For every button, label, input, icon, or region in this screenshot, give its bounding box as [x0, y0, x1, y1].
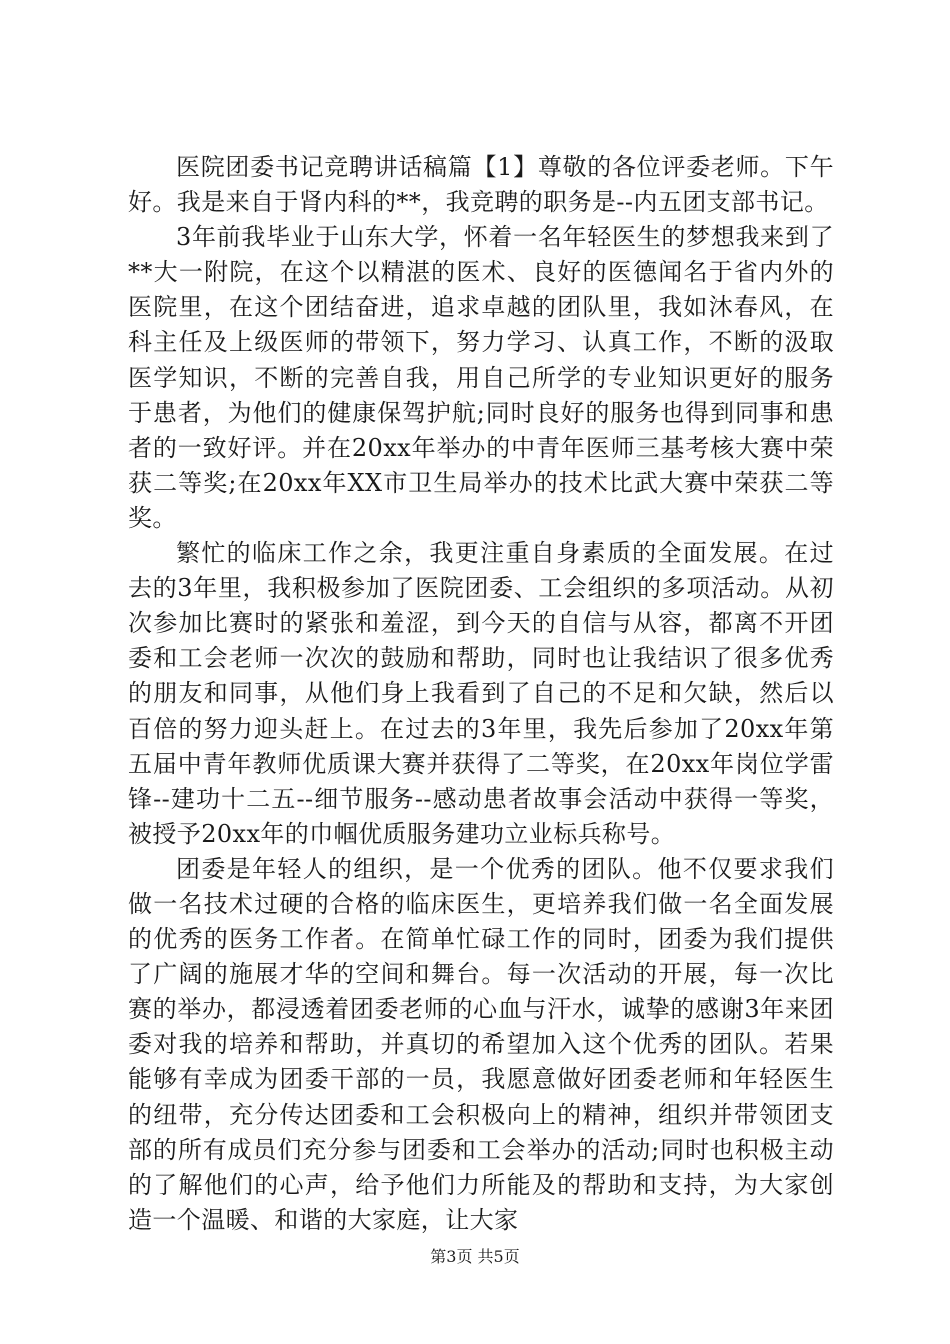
document-body [128, 150, 834, 1238]
page-number-footer: 第3页 共5页 [430, 1247, 520, 1266]
paragraph-3: 繁忙的临床工作之余，我更注重自身素质的全面发展。在过去的3年里，我积极参加了医院团委、工会组织的多项活动。从初次参加比赛时的紧张和羞涩，到今天的自信与从容，都离不开团委和工会老师一次次的鼓励和帮助，同时也让我结识了很多优秀的朋友和同事，从他们身上我看到了自己的不足和欠缺，然后以百倍的努力迎头赶上。在过去的3年里，我先后参加了20xx年第五届中青年教师优质课大赛并获得了二等奖，在20xx年岗位学雷锋--建功十二五--细节服务--感动患者故事会活动中获得一等奖，被授予20xx年的巾帼优质服务建功立业标兵称号。 [128, 539, 834, 848]
paragraph-1: 医院团委书记竞聘讲话稿篇【1】尊敬的各位评委老师。下午好。我是来自于肾内科的**，我竞聘的职务是--内五团支部书记。 [128, 153, 834, 217]
paragraph-4: 团委是年轻人的组织，是一个优秀的团队。他不仅要求我们做一名技术过硬的合格的临床医生，更培养我们做一名全面发展的优秀的医务工作者。在简单忙碌工作的同时，团委为我们提供了广阔的施展才华的空间和舞台。每一次活动的开展，每一次比赛的举办，都浸透着团委老师的心血与汗水，诚挚的感谢3年来团委对我的培养和帮助，并真切的希望加入这个优秀的团队。若果能够有幸成为团委干部的一员，我愿意做好团委老师和年轻医生的纽带，充分传达团委和工会积极向上的精神，组织并带领团支部的所有成员们充分参与团委和工会举办的活动;同时也积极主动的了解他们的心声，给予他们力所能及的帮助和支持，为大家创造一个温暖、和谐的大家庭，让大家 [128, 854, 834, 1234]
paragraph-2: 3年前我毕业于山东大学，怀着一名年轻医生的梦想我来到了**大一附院，在这个以精湛的医术、良好的医德闻名于省内外的医院里，在这个团结奋进，追求卓越的团队里，我如沐春风，在科主任及上级医师的带领下，努力学习、认真工作，不断的汲取医学知识，不断的完善自我，用自己所学的专业知识更好的服务于患者，为他们的健康保驾护航;同时良好的服务也得到同事和患者的一致好评。并在20xx年举办的中青年医师三基考核大赛中荣获二等奖;在20xx年XX市卫生局举办的技术比武大赛中荣获二等奖。 [128, 223, 834, 532]
